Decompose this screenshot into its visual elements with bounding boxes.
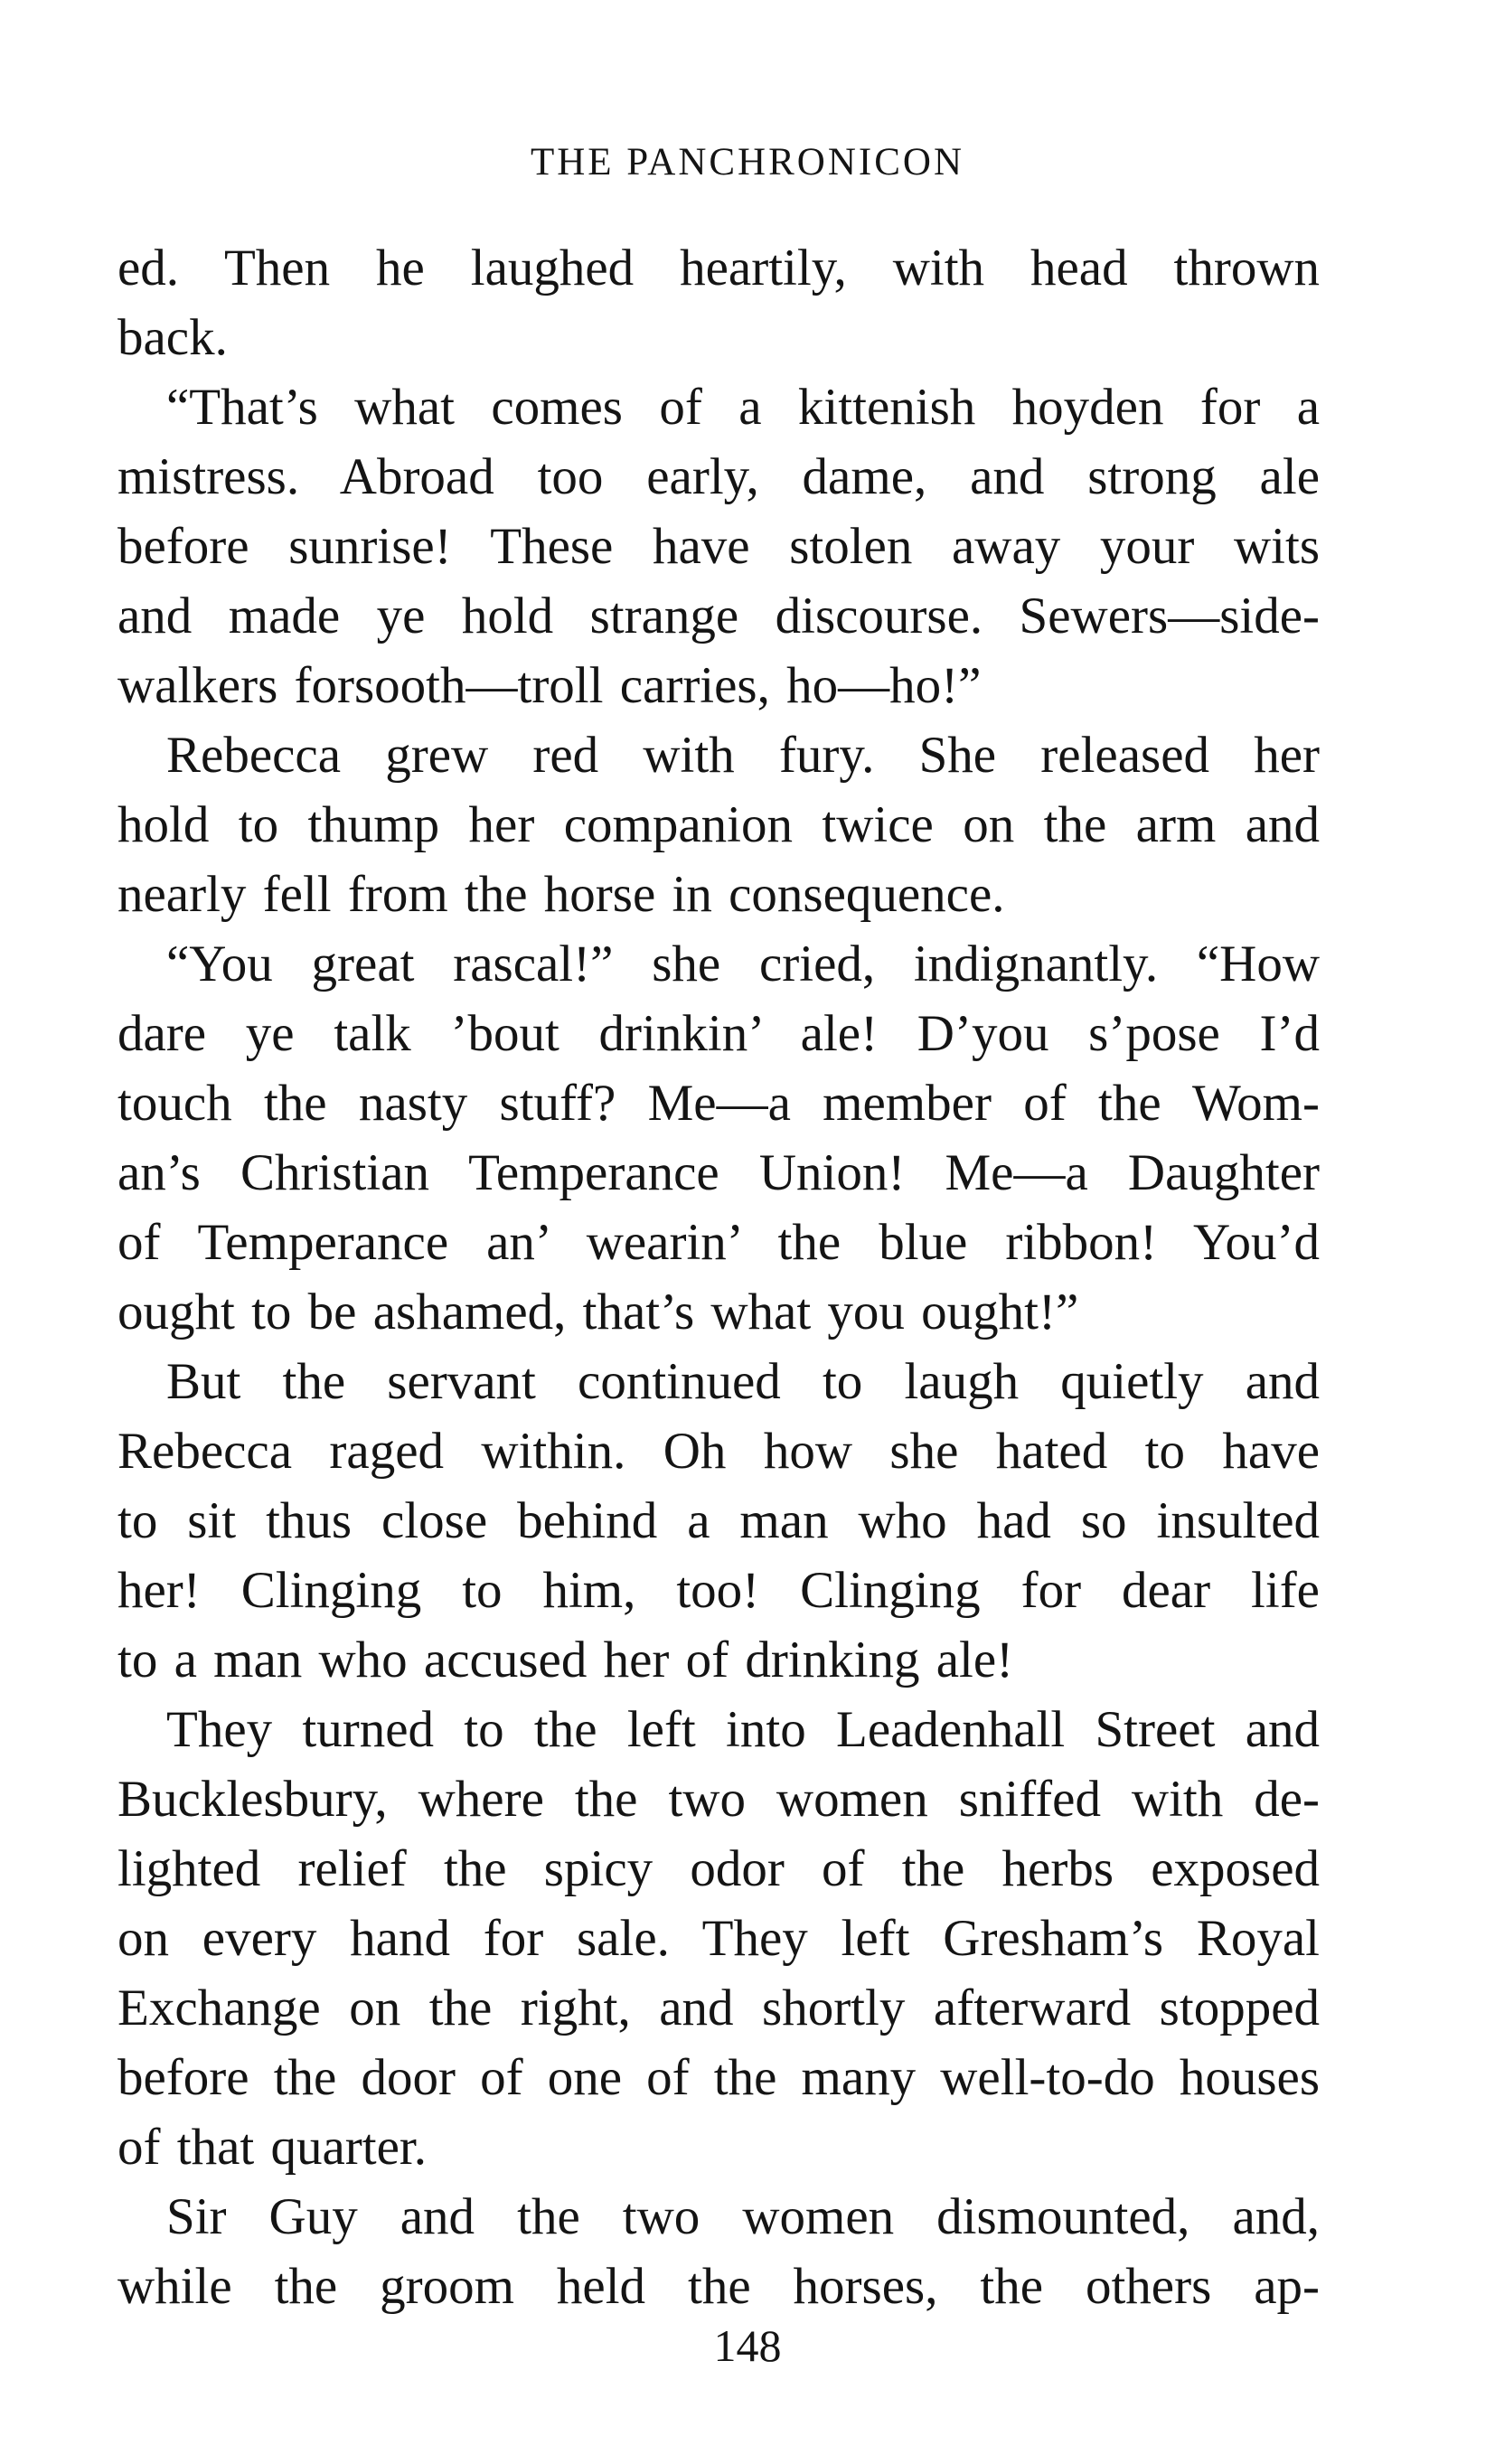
text-line: touch the nasty stuff? Me—a member of the Wom-: [118, 1075, 1320, 1132]
text-line: on every hand for sale. They left Gresham’s Royal: [118, 1910, 1320, 1967]
text-line: “That’s what comes of a kittenish hoyden for a: [166, 379, 1320, 436]
text-line: Rebecca raged within. Oh how she hated to have: [118, 1423, 1320, 1480]
text-line: Bucklesbury, where the two women sniffed with de-: [118, 1771, 1320, 1828]
text-line: walkers forsooth—troll carries, ho—ho!”: [118, 657, 982, 714]
page-number: 148: [713, 2320, 782, 2371]
paragraph-2: [118, 372, 1320, 720]
text-line: Exchange on the right, and shortly afterward stopped: [118, 1980, 1320, 2036]
text-line: hold to thump her companion twice on the arm and: [118, 796, 1320, 853]
text-line: an’s Christian Temperance Union! Me—a Daughter: [118, 1144, 1320, 1201]
text-line: Sir Guy and the two women dismounted, and,: [166, 2188, 1320, 2245]
text-line: of that quarter.: [118, 2119, 427, 2176]
paragraph-7: [118, 2182, 1320, 2321]
text-line: before sunrise! These have stolen away your wits: [118, 518, 1320, 575]
text-line: before the door of one of the many well-to-do houses: [118, 2049, 1320, 2106]
text-line: back.: [118, 309, 228, 366]
text-line: “You great rascal!” she cried, indignantly. “How: [166, 936, 1320, 992]
text-line: of Temperance an’ wearin’ the blue ribbon! You’d: [118, 1214, 1320, 1271]
text-line: ought to be ashamed, that’s what you ought!”: [118, 1284, 1079, 1340]
paragraph-6: [118, 1695, 1320, 2182]
text-line: dare ye talk ’bout drinkin’ ale! D’you s’pose I’d: [118, 1005, 1320, 1062]
paragraph-3: [118, 720, 1320, 929]
text-line: her! Clinging to him, too! Clinging for dear life: [118, 1562, 1320, 1619]
text-line: mistress. Abroad too early, dame, and strong ale: [118, 448, 1320, 505]
paragraph-1: [118, 233, 1320, 372]
text-line: But the servant continued to laugh quietly and: [166, 1353, 1320, 1410]
text-line: to sit thus close behind a man who had so insulted: [118, 1492, 1320, 1549]
text-line: and made ye hold strange discourse. Sewers—side-: [118, 588, 1320, 644]
text-line: Rebecca grew red with fury. She released her: [166, 727, 1320, 784]
text-line: to a man who accused her of drinking ale!: [118, 1632, 1014, 1688]
text-line: nearly fell from the horse in consequence.: [118, 866, 1005, 923]
text-line: while the groom held the horses, the others ap-: [118, 2258, 1320, 2315]
body-text: [118, 233, 1320, 2321]
running-title: THE PANCHRONICON: [530, 141, 965, 183]
text-line: lighted relief the spicy odor of the herbs exposed: [118, 1840, 1320, 1897]
paragraph-5: [118, 1347, 1320, 1695]
text-line: ed. Then he laughed heartily, with head thrown: [118, 240, 1320, 296]
text-line: They turned to the left into Leadenhall Street and: [166, 1701, 1320, 1758]
paragraph-4: [118, 929, 1320, 1347]
